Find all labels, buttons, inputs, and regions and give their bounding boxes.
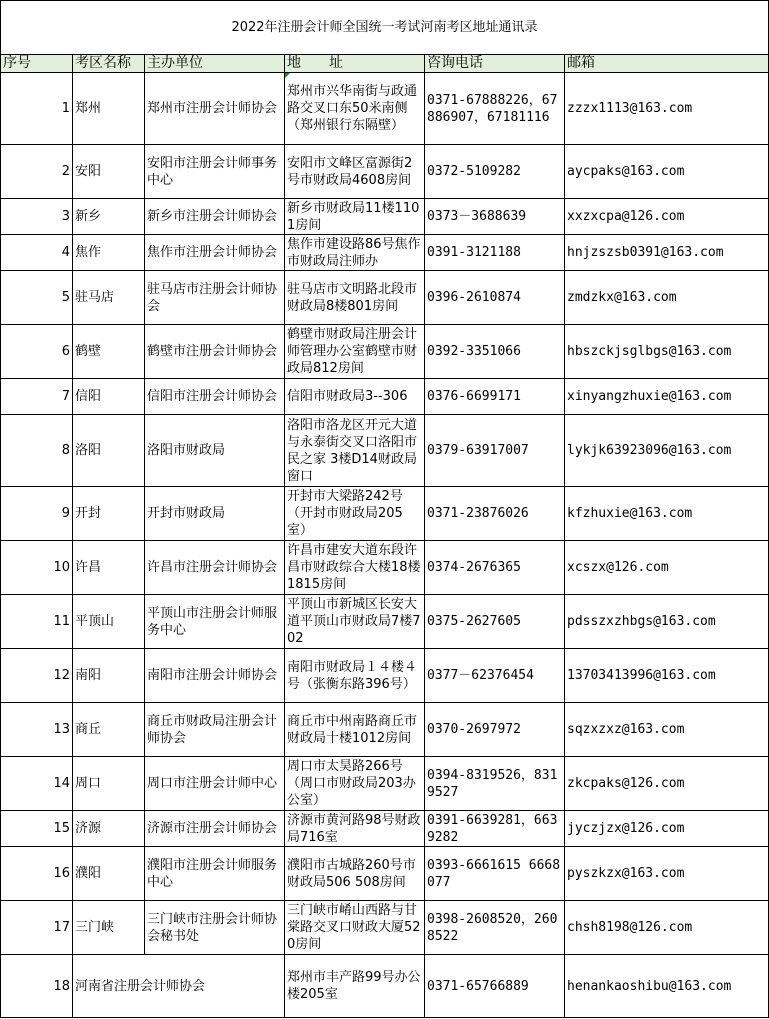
cell-address[interactable]: 郑州市丰产路99号办公楼205室 (285, 955, 425, 1018)
cell-address[interactable]: 驻马店市文明路北段市财政局8楼801房间 (285, 271, 425, 325)
cell-index[interactable]: 5 (1, 271, 73, 325)
cell-email[interactable]: xinyangzhuxie@163.com (565, 379, 769, 415)
cell-address[interactable]: 南阳市财政局１４楼４号（张衡东路396号） (285, 649, 425, 703)
cell-region[interactable]: 鹤壁 (73, 325, 145, 379)
cell-phone[interactable]: 0393-6661615 6668077 (425, 847, 565, 901)
cell-region[interactable]: 平顶山 (73, 595, 145, 649)
cell-organizer[interactable]: 鹤壁市注册会计师协会 (145, 325, 285, 379)
cell-region[interactable]: 商丘 (73, 703, 145, 757)
cell-region[interactable]: 安阳 (73, 145, 145, 199)
cell-email[interactable]: hnjzszsb0391@163.com (565, 235, 769, 271)
cell-region-merged[interactable]: 河南省注册会计师协会 (73, 955, 285, 1018)
table-row (1, 379, 769, 415)
cell-address[interactable]: 焦作市建设路86号焦作市财政局注师办 (285, 235, 425, 271)
table-row (1, 649, 769, 703)
cell-organizer[interactable]: 商丘市财政局注册会计师协会 (145, 703, 285, 757)
cell-phone[interactable]: 0396-2610874 (425, 271, 565, 325)
cell-index[interactable]: 6 (1, 325, 73, 379)
document-title[interactable]: 2022年注册会计师全国统一考试河南考区地址通讯录 (1, 1, 769, 55)
cell-phone[interactable]: 0394-8319526，8319527 (425, 757, 565, 811)
cell-address[interactable]: 周口市太昊路266号（周口市财政局203办公室） (285, 757, 425, 811)
cell-region[interactable]: 周口 (73, 757, 145, 811)
cell-index[interactable]: 10 (1, 541, 73, 595)
cell-phone[interactable]: 0371-23876026 (425, 487, 565, 541)
cell-index[interactable]: 13 (1, 703, 73, 757)
cell-organizer[interactable]: 三门峡市注册会计师协会秘书处 (145, 901, 285, 955)
cell-phone[interactable]: 0379-63917007 (425, 415, 565, 487)
cell-phone[interactable]: 0373－3688639 (425, 199, 565, 235)
cell-region[interactable]: 濮阳 (73, 847, 145, 901)
cell-address[interactable]: 济源市黄河路98号财政局716室 (285, 811, 425, 847)
header-address[interactable] (285, 55, 425, 73)
table-row (1, 415, 769, 487)
cell-index[interactable]: 12 (1, 649, 73, 703)
table-row (1, 235, 769, 271)
cell-address[interactable]: 濮阳市古城路260号市财政局506 508房间 (285, 847, 425, 901)
cell-address[interactable]: 商丘市中州南路商丘市财政局十楼1012房间 (285, 703, 425, 757)
cell-address[interactable]: 许昌市建安大道东段许昌市财政综合大楼18楼1815房间 (285, 541, 425, 595)
cell-phone[interactable]: 0375-2627605 (425, 595, 565, 649)
cell-email[interactable]: aycpaks@163.com (565, 145, 769, 199)
cell-email[interactable]: xcszx@126.com (565, 541, 769, 595)
cell-email[interactable]: lykjk63923096@163.com (565, 415, 769, 487)
cell-index[interactable]: 9 (1, 487, 73, 541)
header-email[interactable]: 邮箱 (565, 55, 769, 73)
cell-organizer[interactable]: 平顶山市注册会计师服务中心 (145, 595, 285, 649)
cell-organizer[interactable]: 周口市注册会计师中心 (145, 757, 285, 811)
cell-email[interactable]: zmdzkx@163.com (565, 271, 769, 325)
comment-indicator-icon[interactable] (285, 73, 290, 78)
cell-index[interactable]: 7 (1, 379, 73, 415)
cell-organizer[interactable]: 郑州市注册会计师协会 (145, 73, 285, 145)
cell-phone[interactable]: 0371-67888226，67886907，67181116 (425, 73, 565, 145)
cell-region[interactable]: 焦作 (73, 235, 145, 271)
cell-index[interactable]: 8 (1, 415, 73, 487)
cell-phone[interactable]: 0376-6699171 (425, 379, 565, 415)
table-row (1, 325, 769, 379)
cell-address[interactable]: 鹤壁市财政局注册会计师管理办公室鹤壁市财政局812房间 (285, 325, 425, 379)
table-row (1, 811, 769, 847)
cell-index[interactable]: 11 (1, 595, 73, 649)
cell-region[interactable]: 南阳 (73, 649, 145, 703)
cell-region[interactable]: 新乡 (73, 199, 145, 235)
cell-phone[interactable]: 0377－62376454 (425, 649, 565, 703)
cell-organizer[interactable]: 济源市注册会计师协会 (145, 811, 285, 847)
cell-address[interactable]: 开封市大梁路242号（开封市财政局205室） (285, 487, 425, 541)
cell-region[interactable]: 郑州 (73, 73, 145, 145)
cell-organizer[interactable]: 新乡市注册会计师协会 (145, 199, 285, 235)
cell-index[interactable]: 1 (1, 73, 73, 145)
table-row (1, 199, 769, 235)
cell-phone[interactable]: 0398-2608520，2608522 (425, 901, 565, 955)
cell-organizer[interactable]: 驻马店市注册会计师协会 (145, 271, 285, 325)
cell-region[interactable]: 驻马店 (73, 271, 145, 325)
cell-organizer[interactable]: 南阳市注册会计师协会 (145, 649, 285, 703)
cell-region[interactable]: 开封 (73, 487, 145, 541)
table-row (1, 901, 769, 955)
cell-index[interactable]: 4 (1, 235, 73, 271)
cell-email[interactable]: jyczjzx@126.com (565, 811, 769, 847)
table-row (1, 847, 769, 901)
table-row (1, 541, 769, 595)
cell-phone[interactable]: 0374-2676365 (425, 541, 565, 595)
cell-region[interactable]: 三门峡 (73, 901, 145, 955)
cell-index[interactable]: 15 (1, 811, 73, 847)
header-region[interactable]: 考区名称 (73, 55, 145, 73)
cell-phone[interactable]: 0370-2697972 (425, 703, 565, 757)
cell-email[interactable]: pyszkzx@163.com (565, 847, 769, 901)
table-row (1, 487, 769, 541)
cell-address[interactable]: 安阳市文峰区富源街2号市财政局4608房间 (285, 145, 425, 199)
cell-region[interactable]: 信阳 (73, 379, 145, 415)
cell-phone[interactable]: 0392-3351066 (425, 325, 565, 379)
cell-email[interactable]: sqzxzxz@163.com (565, 703, 769, 757)
cell-phone[interactable]: 0371-65766889 (425, 955, 565, 1018)
cell-address[interactable]: 平顶山市新城区长安大道平顶山市财政局7楼702 (285, 595, 425, 649)
cell-region[interactable]: 济源 (73, 811, 145, 847)
cell-organizer[interactable]: 信阳市注册会计师协会 (145, 379, 285, 415)
cell-phone[interactable]: 0391-3121188 (425, 235, 565, 271)
cell-index[interactable]: 18 (1, 955, 73, 1018)
cell-address[interactable]: 洛阳市洛龙区开元大道与永泰街交叉口洛阳市民之家 3楼D14财政局窗口 (285, 415, 425, 487)
cell-organizer[interactable]: 濮阳市注册会计师服务中心 (145, 847, 285, 901)
table-row (1, 145, 769, 199)
cell-email[interactable]: zkcpaks@126.com (565, 757, 769, 811)
header-organizer[interactable]: 主办单位 (145, 55, 285, 73)
cell-email[interactable]: henankaoshibu@163.com (565, 955, 769, 1018)
table-row (1, 595, 769, 649)
header-address-char1: 地 (287, 55, 301, 71)
cell-email[interactable]: pdsszxzhbgs@163.com (565, 595, 769, 649)
cell-address[interactable]: 郑州市兴华南街与政通路交叉口东50米南侧（郑州银行东隔壁） (285, 73, 425, 145)
cell-index[interactable]: 17 (1, 901, 73, 955)
table-row (1, 73, 769, 145)
cell-address[interactable]: 三门峡市崤山西路与甘棠路交叉口财政大厦520房间 (285, 901, 425, 955)
table-row (1, 955, 769, 1018)
cell-index[interactable]: 3 (1, 199, 73, 235)
cell-email[interactable]: kfzhuxie@163.com (565, 487, 769, 541)
cell-email[interactable]: xxzxcpa@126.com (565, 199, 769, 235)
table-row (1, 757, 769, 811)
cell-index[interactable]: 14 (1, 757, 73, 811)
cell-organizer[interactable]: 焦作市注册会计师协会 (145, 235, 285, 271)
cell-address[interactable]: 新乡市财政局11楼1101房间 (285, 199, 425, 235)
cell-email[interactable]: hbszckjsglbgs@163.com (565, 325, 769, 379)
table-row (1, 271, 769, 325)
cell-email[interactable]: zzzx1113@163.com (565, 73, 769, 145)
cell-email[interactable]: 13703413996@163.com (565, 649, 769, 703)
cell-organizer[interactable]: 安阳市注册会计师事务中心 (145, 145, 285, 199)
header-index[interactable]: 序号 (1, 55, 73, 73)
cell-organizer[interactable]: 洛阳市财政局 (145, 415, 285, 487)
cell-region[interactable]: 许昌 (73, 541, 145, 595)
cell-index[interactable]: 16 (1, 847, 73, 901)
cell-phone[interactable]: 0391-6639281，6639282 (425, 811, 565, 847)
cell-organizer[interactable]: 许昌市注册会计师协会 (145, 541, 285, 595)
header-address-char2: 址 (329, 55, 343, 71)
cell-address[interactable]: 信阳市财政局3--306 (285, 379, 425, 415)
table-row (1, 703, 769, 757)
cell-phone[interactable]: 0372-5109282 (425, 145, 565, 199)
cell-index[interactable]: 2 (1, 145, 73, 199)
header-row (1, 55, 769, 73)
cell-organizer[interactable]: 开封市财政局 (145, 487, 285, 541)
header-phone[interactable]: 咨询电话 (425, 55, 565, 73)
cell-region[interactable]: 洛阳 (73, 415, 145, 487)
cell-email[interactable]: chsh8198@126.com (565, 901, 769, 955)
